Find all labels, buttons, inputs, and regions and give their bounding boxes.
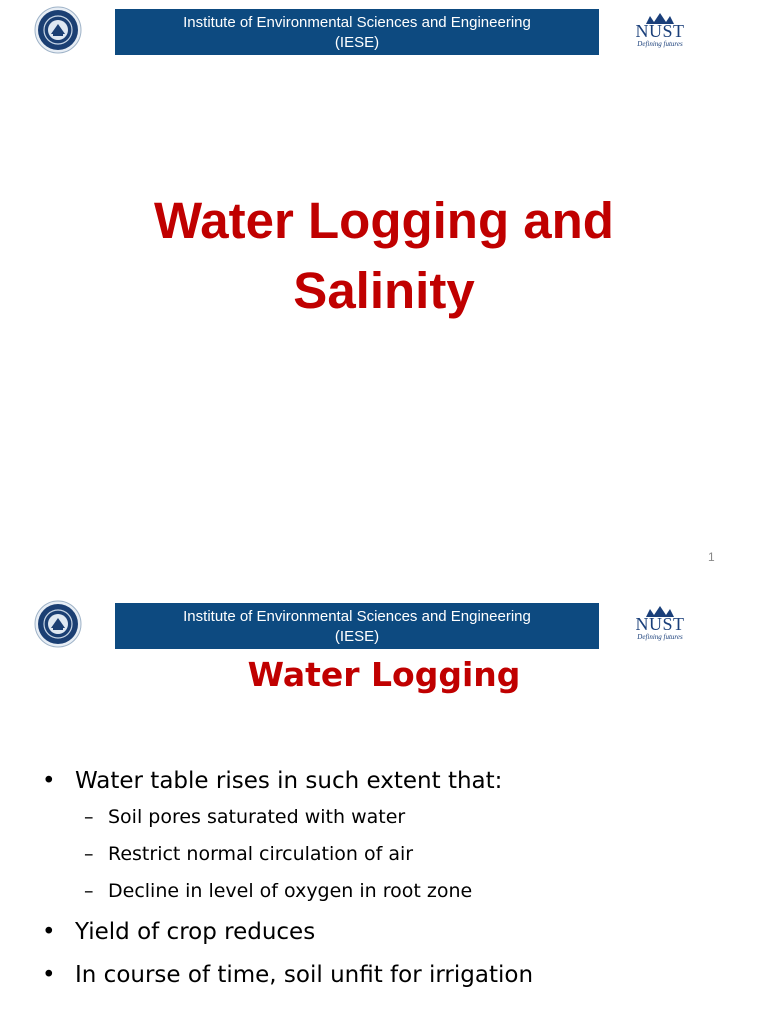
slide-2-title: Water Logging [247, 655, 521, 694]
slide-1-title [0, 186, 768, 326]
title-line-2: Salinity [293, 262, 475, 319]
slide-2 [0, 594, 768, 1024]
institute-seal-logo [32, 6, 86, 54]
dash-icon: – [84, 806, 94, 828]
dash-icon: – [84, 843, 94, 865]
sub-bullet-item [42, 841, 742, 867]
nust-logo [618, 12, 702, 58]
bullet-dot-icon: • [42, 768, 56, 794]
bullet-item [42, 960, 742, 990]
header-line-2: (IESE) [334, 628, 380, 645]
header-line-1: Institute of Environmental Sciences and Engineering [183, 608, 531, 625]
sub-bullet-text: Restrict normal circulation of air [108, 843, 414, 865]
sub-bullet-item [42, 878, 742, 904]
page-number: 1 [708, 550, 715, 564]
bullet-text: Yield of crop reduces [75, 919, 316, 945]
title-line-1: Water Logging and [154, 192, 614, 249]
sub-bullet-text: Soil pores saturated with water [108, 806, 406, 828]
institute-header-bar [115, 603, 599, 649]
institute-seal-logo [32, 600, 86, 648]
header-line-2: (IESE) [334, 34, 380, 51]
bullet-item [42, 766, 742, 796]
institute-header-bar [115, 9, 599, 55]
bullet-text: In course of time, soil unfit for irrigation [75, 962, 534, 988]
header-line-1: Institute of Environmental Sciences and Engineering [183, 14, 531, 31]
bullet-list [42, 766, 742, 990]
dash-icon: – [84, 880, 94, 902]
sub-bullet-text: Decline in level of oxygen in root zone [108, 880, 473, 902]
sub-bullet-item [42, 804, 742, 830]
nust-tagline: Defining futures [637, 40, 683, 48]
bullet-dot-icon: • [42, 962, 56, 988]
bullet-item [42, 917, 742, 947]
nust-tagline: Defining futures [637, 633, 683, 641]
nust-wordmark: NUST [635, 21, 685, 41]
nust-logo [618, 605, 702, 651]
bullet-text: Water table rises in such extent that: [75, 768, 503, 794]
nust-wordmark: NUST [635, 614, 685, 634]
bullet-dot-icon: • [42, 919, 56, 945]
